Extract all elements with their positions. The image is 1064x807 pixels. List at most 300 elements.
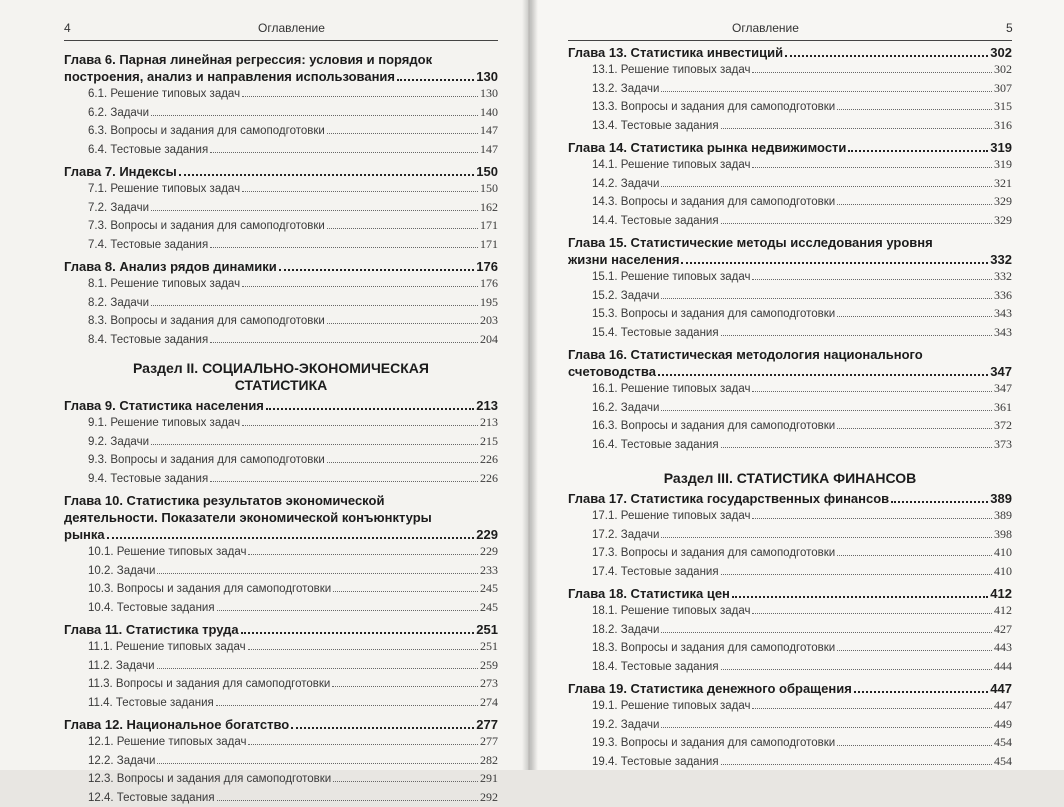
page-number: 226	[480, 451, 498, 469]
chapter-title-line: Глава 6. Парная линейная регрессия: условия и порядок	[64, 51, 498, 68]
section-entry	[568, 193, 1012, 212]
dot-leader	[837, 315, 992, 317]
page-number: 347	[990, 363, 1012, 380]
section-entry-label: 15.4. Тестовые задания	[592, 325, 719, 343]
section-entry	[64, 789, 498, 807]
dot-leader	[752, 517, 992, 519]
chapter-entry	[64, 397, 498, 488]
section-entry	[568, 526, 1012, 545]
section-entry	[568, 563, 1012, 582]
section-entry-label: 11.3. Вопросы и задания для самоподготовки	[88, 676, 330, 694]
section-entry-label: 17.3. Вопросы и задания для самоподготовки	[592, 545, 835, 563]
page-number: 274	[480, 694, 498, 712]
chapter-title	[568, 363, 1012, 380]
dot-leader	[661, 297, 992, 299]
chapter-title	[568, 251, 1012, 268]
page-number: 203	[480, 312, 498, 330]
dot-leader	[151, 304, 478, 306]
page-number: 329	[994, 212, 1012, 230]
chapter-entry	[64, 159, 498, 254]
dot-leader	[242, 95, 478, 97]
section-entry-label: 10.4. Тестовые задания	[88, 600, 215, 618]
page-number: 204	[480, 331, 498, 349]
chapter-entry	[64, 51, 498, 159]
page-number: 447	[990, 680, 1012, 697]
dot-leader	[157, 667, 478, 669]
page-number: 332	[994, 268, 1012, 286]
dot-leader	[752, 390, 992, 392]
dot-leader	[210, 151, 478, 153]
page-number: 302	[990, 44, 1012, 61]
section-entry	[64, 236, 498, 255]
dot-leader	[891, 500, 988, 503]
section-entry	[568, 80, 1012, 99]
section-entry-label: 15.2. Задачи	[592, 288, 659, 306]
chapter-title-label: построения, анализ и направления использования	[64, 68, 395, 85]
page-number: 176	[480, 275, 498, 293]
dot-leader	[242, 285, 478, 287]
section-entry-label: 19.1. Решение типовых задач	[592, 698, 750, 716]
section-entry-label: 13.2. Задачи	[592, 81, 659, 99]
dot-leader	[210, 341, 478, 343]
section-entry-label: 15.1. Решение типовых задач	[592, 269, 750, 287]
section-entry-label: 12.1. Решение типовых задач	[88, 734, 246, 752]
section-entry	[64, 470, 498, 489]
section-entry-label: 6.4. Тестовые задания	[88, 142, 208, 160]
dot-leader	[681, 261, 988, 264]
section-entry-label: 10.1. Решение типовых задач	[88, 544, 246, 562]
page-number: 215	[480, 433, 498, 451]
page-number: 389	[990, 490, 1012, 507]
section-entry-label: 14.4. Тестовые задания	[592, 213, 719, 231]
section-entry-label: 16.3. Вопросы и задания для самоподготовки	[592, 418, 835, 436]
page-number: 398	[994, 526, 1012, 544]
chapter-entry	[568, 44, 1012, 135]
chapter-title	[64, 397, 498, 414]
section-entry-label: 10.3. Вопросы и задания для самоподготовки	[88, 581, 331, 599]
section-entry-label: 13.4. Тестовые задания	[592, 118, 719, 136]
table-of-contents	[64, 51, 498, 807]
page-number: 343	[994, 324, 1012, 342]
section-entry	[64, 770, 498, 789]
section-entry	[568, 98, 1012, 117]
chapter-entry	[568, 490, 1012, 581]
page-number: 302	[994, 61, 1012, 79]
dot-leader	[248, 648, 478, 650]
section-entry	[64, 141, 498, 160]
section-entry-label: 11.2. Задачи	[88, 658, 155, 676]
section-entry	[64, 451, 498, 470]
book-gutter-shadow	[522, 0, 538, 770]
section-entry-label: 6.2. Задачи	[88, 105, 149, 123]
page-number: 147	[480, 141, 498, 159]
page-number: 454	[994, 753, 1012, 771]
chapter-title-label: Глава 14. Статистика рынка недвижимости	[568, 139, 846, 156]
section-entry-label: 17.2. Задачи	[592, 527, 659, 545]
section-entry-label: 17.4. Тестовые задания	[592, 564, 719, 582]
page-number: 361	[994, 399, 1012, 417]
section-entry	[568, 697, 1012, 716]
section-entry	[568, 175, 1012, 194]
section-entry	[64, 433, 498, 452]
page-number: 245	[480, 599, 498, 617]
page-number: 343	[994, 305, 1012, 323]
dot-leader	[837, 554, 992, 556]
page-number: 171	[480, 217, 498, 235]
section-entry-label: 15.3. Вопросы и задания для самоподготовки	[592, 306, 835, 324]
chapter-title	[568, 139, 1012, 156]
section-entry	[64, 331, 498, 350]
section-entry-label: 19.3. Вопросы и задания для самоподготовки	[592, 735, 835, 753]
page-number: 332	[990, 251, 1012, 268]
chapter-title	[64, 68, 498, 85]
section-entry	[64, 599, 498, 618]
dot-leader	[333, 590, 478, 592]
page-number: 277	[480, 733, 498, 751]
section-entry-label: 19.4. Тестовые задания	[592, 754, 719, 772]
page-number: 259	[480, 657, 498, 675]
dot-leader	[721, 446, 992, 448]
section-entry-label: 12.3. Вопросы и задания для самоподготовки	[88, 771, 331, 789]
page-number: 171	[480, 236, 498, 254]
section-entry-label: 10.2. Задачи	[88, 563, 155, 581]
page-number: 213	[476, 397, 498, 414]
part-heading	[568, 470, 1012, 487]
section-entry	[568, 716, 1012, 735]
dot-leader	[661, 185, 992, 187]
section-entry-label: 11.1. Решение типовых задач	[88, 639, 246, 657]
section-entry	[64, 657, 498, 676]
dot-leader	[332, 685, 478, 687]
section-entry-label: 7.3. Вопросы и задания для самоподготовки	[88, 218, 325, 236]
page-number: 347	[994, 380, 1012, 398]
chapter-entry	[568, 676, 1012, 771]
page-number: 229	[480, 543, 498, 561]
dot-leader	[151, 114, 478, 116]
dot-leader	[327, 132, 478, 134]
section-entry-label: 18.4. Тестовые задания	[592, 659, 719, 677]
section-entry	[64, 85, 498, 104]
chapter-title-line: Глава 15. Статистические методы исследования уровня	[568, 234, 1012, 251]
dot-leader	[661, 409, 992, 411]
page-number: 319	[990, 139, 1012, 156]
section-entry-label: 18.2. Задачи	[592, 622, 659, 640]
dot-leader	[661, 726, 992, 728]
chapter-title-label: Глава 18. Статистика цен	[568, 585, 730, 602]
dot-leader	[837, 427, 992, 429]
page-number: 130	[476, 68, 498, 85]
chapters-part-1	[64, 51, 498, 349]
page-number: 410	[994, 563, 1012, 581]
dot-leader	[658, 373, 988, 376]
dot-leader	[661, 536, 992, 538]
section-entry	[568, 507, 1012, 526]
dot-leader	[661, 90, 992, 92]
section-entry	[64, 733, 498, 752]
section-entry-label: 6.3. Вопросы и задания для самоподготовки	[88, 123, 325, 141]
chapter-title-label: Глава 8. Анализ рядов динамики	[64, 258, 277, 275]
section-entry	[64, 694, 498, 713]
section-entry	[64, 543, 498, 562]
dot-leader	[217, 609, 478, 611]
page-number: 176	[476, 258, 498, 275]
page-number: 233	[480, 562, 498, 580]
chapter-entry	[64, 617, 498, 712]
dot-leader	[242, 424, 478, 426]
page-number: 162	[480, 199, 498, 217]
dot-leader	[721, 573, 992, 575]
chapter-title	[568, 490, 1012, 507]
section-entry	[568, 658, 1012, 677]
dot-leader	[732, 595, 988, 598]
part-heading-line: Раздел II. СОЦИАЛЬНО-ЭКОНОМИЧЕСКАЯ	[64, 360, 498, 377]
right-page	[530, 0, 1064, 770]
chapter-title-line: Глава 10. Статистика результатов экономической	[64, 492, 498, 509]
chapter-title	[64, 163, 498, 180]
section-entry-label: 9.2. Задачи	[88, 434, 149, 452]
page-number: 373	[994, 436, 1012, 454]
dot-leader	[217, 799, 478, 801]
section-entry	[64, 752, 498, 771]
section-entry	[64, 312, 498, 331]
dot-leader	[397, 78, 474, 81]
section-entry-label: 12.4. Тестовые задания	[88, 790, 215, 807]
section-entry	[568, 436, 1012, 455]
page-number: 226	[480, 470, 498, 488]
page-number: 427	[994, 621, 1012, 639]
page-number: 443	[994, 639, 1012, 657]
dot-leader	[661, 631, 992, 633]
dot-leader	[854, 690, 988, 693]
section-entry	[568, 61, 1012, 80]
page-number: 213	[480, 414, 498, 432]
page-number: 449	[994, 716, 1012, 734]
chapter-title	[568, 44, 1012, 61]
part-heading	[64, 360, 498, 394]
dot-leader	[752, 612, 992, 614]
chapter-title-label: счетоводства	[568, 363, 656, 380]
dot-leader	[752, 707, 992, 709]
dot-leader	[210, 480, 478, 482]
page-number: 277	[476, 716, 498, 733]
page-number: 444	[994, 658, 1012, 676]
chapter-entry	[568, 135, 1012, 230]
section-entry	[64, 675, 498, 694]
section-entry	[568, 324, 1012, 343]
section-entry-label: 8.1. Решение типовых задач	[88, 276, 240, 294]
dot-leader	[216, 704, 478, 706]
part-heading-line: СТАТИСТИКА	[64, 377, 498, 394]
section-entry-label: 18.3. Вопросы и задания для самоподготовки	[592, 640, 835, 658]
section-entry	[64, 275, 498, 294]
page-number: 372	[994, 417, 1012, 435]
dot-leader	[179, 173, 475, 176]
page-number: 251	[476, 621, 498, 638]
table-of-contents	[568, 44, 1012, 771]
section-entry	[64, 294, 498, 313]
page-number: 245	[480, 580, 498, 598]
dot-leader	[752, 71, 992, 73]
section-entry-label: 8.4. Тестовые задания	[88, 332, 208, 350]
chapter-title	[64, 621, 498, 638]
chapter-title-label: Глава 19. Статистика денежного обращения	[568, 680, 852, 697]
dot-leader	[151, 443, 478, 445]
chapters-part-2	[64, 397, 498, 807]
running-header: Оглавление	[732, 21, 799, 35]
page-number: 389	[994, 507, 1012, 525]
page-number: 321	[994, 175, 1012, 193]
section-entry-label: 14.3. Вопросы и задания для самоподготовки	[592, 194, 835, 212]
page-number: 150	[480, 180, 498, 198]
chapter-title-label: Глава 12. Национальное богатство	[64, 716, 289, 733]
section-entry	[568, 268, 1012, 287]
section-entry	[568, 212, 1012, 231]
section-entry	[568, 117, 1012, 136]
page-number: 319	[994, 156, 1012, 174]
chapter-title-label: жизни населения	[568, 251, 679, 268]
chapters-part-2	[568, 490, 1012, 771]
dot-leader	[279, 268, 475, 271]
section-entry-label: 13.1. Решение типовых задач	[592, 62, 750, 80]
dot-leader	[721, 668, 992, 670]
section-entry-label: 18.1. Решение типовых задач	[592, 603, 750, 621]
chapter-entry	[568, 581, 1012, 676]
dot-leader	[721, 222, 992, 224]
chapters-part-1	[568, 44, 1012, 454]
dot-leader	[721, 127, 992, 129]
section-entry	[568, 621, 1012, 640]
dot-leader	[157, 572, 478, 574]
page-number: 336	[994, 287, 1012, 305]
section-entry-label: 16.4. Тестовые задания	[592, 437, 719, 455]
section-entry	[568, 417, 1012, 436]
section-entry	[568, 156, 1012, 175]
chapter-entry	[64, 254, 498, 349]
section-entry-label: 14.2. Задачи	[592, 176, 659, 194]
running-header: Оглавление	[258, 21, 325, 35]
chapter-entry	[568, 230, 1012, 342]
chapter-title-line: Глава 16. Статистическая методология национального	[568, 346, 1012, 363]
chapter-title-label: Глава 7. Индексы	[64, 163, 177, 180]
page-number: 412	[990, 585, 1012, 602]
section-entry-label: 11.4. Тестовые задания	[88, 695, 214, 713]
dot-leader	[248, 743, 478, 745]
section-entry	[64, 122, 498, 141]
page-number: 195	[480, 294, 498, 312]
page-number: 315	[994, 98, 1012, 116]
section-entry	[64, 104, 498, 123]
dot-leader	[837, 203, 992, 205]
section-entry-label: 17.1. Решение типовых задач	[592, 508, 750, 526]
section-entry	[64, 562, 498, 581]
chapter-entry	[568, 342, 1012, 454]
chapter-title-label: Глава 17. Статистика государственных финансов	[568, 490, 889, 507]
dot-leader	[721, 334, 992, 336]
page-number: 412	[994, 602, 1012, 620]
page-number: 150	[476, 163, 498, 180]
page-number: 307	[994, 80, 1012, 98]
section-entry	[568, 753, 1012, 772]
section-entry	[568, 544, 1012, 563]
section-entry	[568, 602, 1012, 621]
section-entry-label: 19.2. Задачи	[592, 717, 659, 735]
chapter-title	[64, 258, 498, 275]
chapter-title	[64, 716, 498, 733]
page-number: 251	[480, 638, 498, 656]
section-entry-label: 7.4. Тестовые задания	[88, 237, 208, 255]
chapter-title-label: Глава 13. Статистика инвестиций	[568, 44, 783, 61]
section-entry	[64, 217, 498, 236]
section-entry	[64, 414, 498, 433]
page-number: 454	[994, 734, 1012, 752]
section-entry	[568, 287, 1012, 306]
page-number: 410	[994, 544, 1012, 562]
dot-leader	[327, 227, 478, 229]
section-entry-label: 9.1. Решение типовых задач	[88, 415, 240, 433]
section-entry-label: 9.3. Вопросы и задания для самоподготовки	[88, 452, 325, 470]
chapter-title-line: деятельности. Показатели экономической конъюнктуры	[64, 509, 498, 526]
dot-leader	[107, 536, 475, 539]
section-entry-label: 13.3. Вопросы и задания для самоподготовки	[592, 99, 835, 117]
chapter-title	[64, 526, 498, 543]
dot-leader	[837, 108, 992, 110]
dot-leader	[333, 780, 478, 782]
dot-leader	[837, 744, 992, 746]
dot-leader	[248, 553, 478, 555]
chapter-title-label: Глава 11. Статистика труда	[64, 621, 239, 638]
dot-leader	[752, 166, 992, 168]
section-entry	[568, 305, 1012, 324]
chapter-title	[568, 680, 1012, 697]
section-entry	[64, 180, 498, 199]
page-number: 316	[994, 117, 1012, 135]
section-entry-label: 7.2. Задачи	[88, 200, 149, 218]
section-entry-label: 12.2. Задачи	[88, 753, 155, 771]
section-entry	[568, 399, 1012, 418]
section-entry	[568, 380, 1012, 399]
section-entry	[568, 734, 1012, 753]
page-number: 282	[480, 752, 498, 770]
chapter-title	[568, 585, 1012, 602]
dot-leader	[721, 763, 992, 765]
dot-leader	[241, 631, 475, 634]
page-number: 229	[476, 526, 498, 543]
dot-leader	[210, 246, 478, 248]
page-number: 140	[480, 104, 498, 122]
section-entry	[64, 638, 498, 657]
chapter-title-label: Глава 9. Статистика населения	[64, 397, 264, 414]
chapter-entry	[64, 488, 498, 617]
section-entry-label: 7.1. Решение типовых задач	[88, 181, 240, 199]
page-number: 273	[480, 675, 498, 693]
dot-leader	[848, 149, 988, 152]
section-entry-label: 9.4. Тестовые задания	[88, 471, 208, 489]
dot-leader	[327, 322, 478, 324]
section-entry	[64, 199, 498, 218]
section-entry	[64, 580, 498, 599]
page-number: 4	[64, 21, 71, 35]
dot-leader	[291, 726, 474, 729]
chapter-entry	[64, 712, 498, 807]
dot-leader	[837, 649, 992, 651]
dot-leader	[151, 209, 478, 211]
header-rule	[568, 40, 1012, 41]
section-entry-label: 16.2. Задачи	[592, 400, 659, 418]
dot-leader	[242, 190, 478, 192]
page-number: 5	[1006, 21, 1013, 35]
section-entry-label: 14.1. Решение типовых задач	[592, 157, 750, 175]
page-number: 147	[480, 122, 498, 140]
